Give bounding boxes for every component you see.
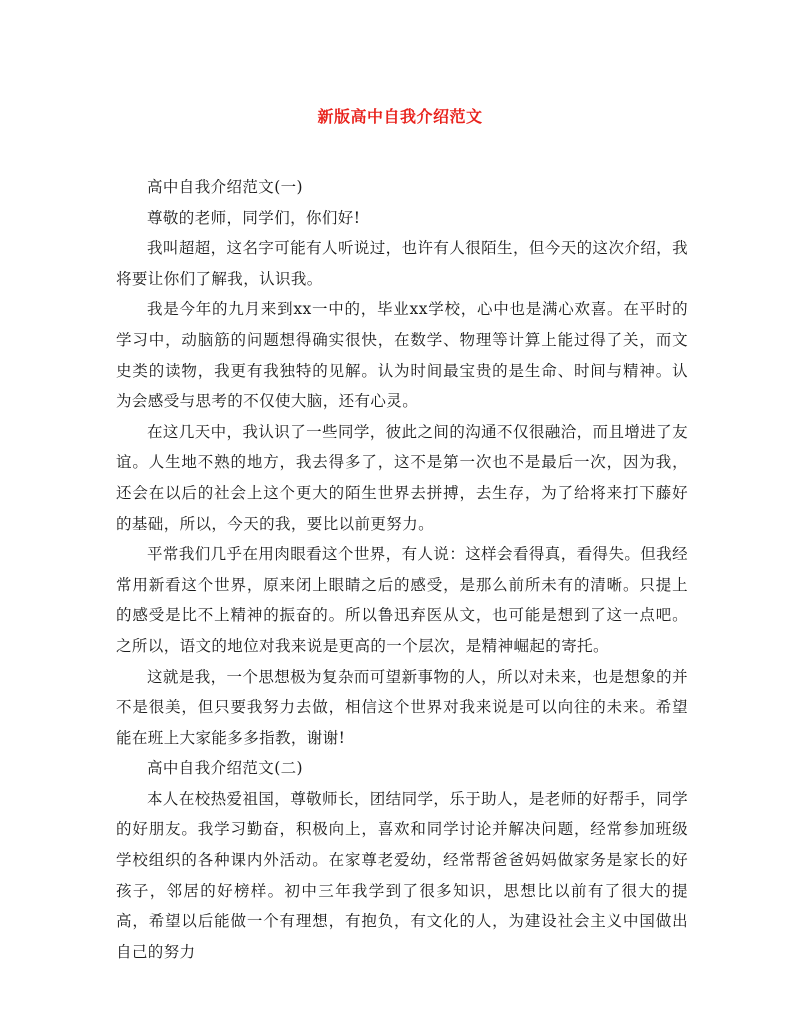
body-paragraph: 我是今年的九月来到xx一中的，毕业xx学校，心中也是满心欢喜。在平时的学习中，动脑筋的问题想得确实很快，在数学、物理等计算上能过得了关，而文史类的读物，我更有我独特的见解。认为时间最宝贵的是生命、时间与精神。认为会感受与思考的不仅使大脑，还有心灵。 — [116, 300, 688, 411]
body-paragraph: 这就是我，一个思想极为复杂而可望新事物的人，所以对未来，也是想象的并不是很美，但只要我努力去做，相信这个世界对我来说是可以向往的未来。希望能在班上大家能多多指教，谢谢! — [116, 667, 688, 747]
body-paragraph: 平常我们几乎在用肉眼看这个世界，有人说：这样会看得真，看得失。但我经常用新看这个世界，原来闭上眼睛之后的感受，是那么前所未有的清晰。只提上的感受是比不上精神的振奋的。所以鲁迅弃医从文，也可能是想到了这一点吧。之所以，语文的地位对我来说是更高的一个层次，是精神崛起的寄托。 — [116, 545, 688, 655]
greeting-paragraph: 尊敬的老师，同学们，你们好! — [147, 208, 361, 227]
body-paragraph: 本人在校热爱祖国，尊敬师长，团结同学，乐于助人，是老师的好帮手，同学的好朋友。我学习勤奋，积极向上，喜欢和同学讨论并解决问题，经常参加班级学校组织的各种课内外活动。在家尊老爱幼，经常帮爸爸妈妈做家务是家长的好孩子，邻居的好榜样。初中三年我学到了很多知识，思想比以前有了很大的提高，希望以后能做一个有理想，有抱负，有文化的人，为建设社会主义中国做出自己的努力 — [116, 789, 688, 961]
body-paragraph: 在这几天中，我认识了一些同学，彼此之间的沟通不仅很融洽，而且增进了友谊。人生地不熟的地方，我去得多了，这不是第一次也不是最后一次，因为我，还会在以后的社会上这个更大的陌生世界去拼搏，去生存，为了给将来打下藤好的基础，所以，今天的我，要比以前更努力。 — [116, 422, 688, 533]
section-heading-1: 高中自我介绍范文(一) — [147, 178, 303, 196]
document-body — [116, 172, 688, 967]
document-title: 新版高中自我介绍范文 — [317, 107, 483, 126]
section-heading-2: 高中自我介绍范文(二) — [147, 759, 303, 778]
body-paragraph: 我叫超超，这名字可能有人听说过，也许有人很陌生，但今天的这次介绍，我将要让你们了解我，认识我。 — [116, 239, 688, 288]
